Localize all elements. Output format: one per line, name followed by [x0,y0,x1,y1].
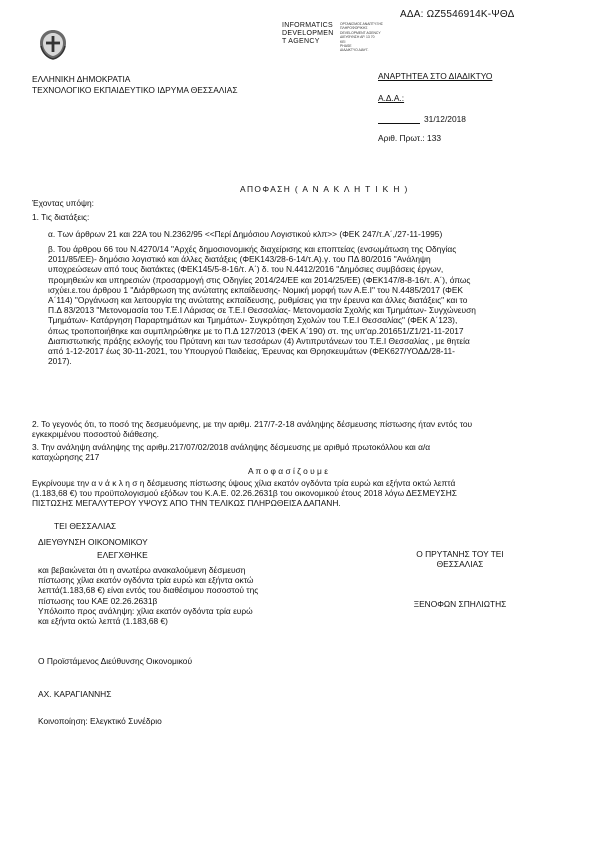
right-signatory [400,549,520,569]
ida-small-6: PHASE [340,44,352,49]
rector-line-1: Ο ΠΡΥΤΑΝΗΣ ΤΟΥ ΤΕΙ [416,549,504,559]
item1b-line-2: 2011/85/ΕΕ)- δημόσιο λογιστικό και άλλες διατάξεις (ΦΕΚ143/28-6-14/τ.Α).γ. του ΠΔ 80/2016 "Ανάληψη [48,254,431,265]
rector-line-2: ΘΕΣΣΑΛΙΑΣ [436,559,484,570]
item1b-line-8: Τμημάτων- Κατάργηση Παραρτημάτων και Τμημάτων- Συγκρότηση Σχολών του Τ.Ε.Ι Θεσσαλίας" (ΦΕΚ Α΄123), [48,315,458,326]
check-text-block [38,565,258,626]
doc-date: 31/12/2018 [424,114,466,124]
check-line-3: λεπτά(1.183,68 €) είναι εντός του διαθέσιμου ποσοστού της [38,585,259,596]
ida-small-7: ΔΙΑΔΙΚΤΥΟ ΔΙΑΥΓ. [340,48,369,53]
item1b-line-5: ισχύει.ε.του άρθρου 1 "Διάρθρωση της ανώτατης εκπαίδευσης- Νομική μορφή των Α.Ε.Ι" του Ν.4485/2017 (ΦΕΚ [48,284,463,295]
ida-line-1: INFORMATICS [282,22,334,29]
checked-label: ΕΛΕΓΧΘΗΚΕ [97,550,148,560]
item1b-line-11: από 1-12-2017 έως 30-11-2021, του Υπουργού Παιδείας, Έρευνας και Θρησκευμάτων (ΦΕΚ627/ΥΟΔΔ/28-11- [48,346,455,357]
post-notice: ΑΝΑΡΤΗΤΕΑ ΣΤΟ ΔΙΑΔΙΚΤΥΟ [378,71,493,81]
item1b-line-4: προμηθειών και υπηρεσιών (προσαρμογή στις Οδηγίες 2014/24/ΕΕ και 2014/25/ΕΕ) (ΦΕΚ147/8-8-16/τ. Α΄), όπως [48,274,471,285]
item1b-line-9: όπως τροποποιήθηκε και συμπληρώθηκε με το Π.Δ 127/2013 (ΦΕΚ Α΄190) στ. της υπ'αρ.201651/Ζ1/21-11-2017 [48,325,464,336]
check-line-2: πίστωσης χίλια εκατόν ογδόντα τρία ευρώ και εξήντα οκτώ [38,575,254,586]
item3-line-1: 3. Την ανάληψη ανάληψης της αριθμ.217/07/02/2018 ανάληψης δέσμευσης με αριθμό πρωτοκόλλου και α/α [32,442,431,452]
org-institution: ΤΕΧΝΟΛΟΓΙΚΟ ΕΚΠΑΙΔΕΥΤΙΚΟ ΙΔΡΥΜΑ ΘΕΣΣΑΛΙΑΣ [32,85,238,95]
date-blank-line [378,115,420,124]
greek-emblem-icon [38,28,68,60]
protocol-number: Αριθ. Πρωτ.: 133 [378,133,442,143]
head-name: ΑΧ. ΚΑΡΑΓΙΑΝΝΗΣ [38,689,112,699]
ida-small-3: DEVELOPMENT AGENCY [340,30,381,35]
item1b-line-1: β. Του άρθρου 66 του Ν.4270/14 "Αρχές δημοσιονομικής διαχείρισης και εποπτείας (ενσωμάτωση της Οδηγίας [48,244,457,254]
item1b-line-3: υποχρεώσεων από τους διατάκτες (ΦΕΚ145/5-8-16/τ. Α΄) δ. του Ν.4412/2016 "Δημόσιες συμβάσεις έργων, [48,264,444,275]
item1b-line-12: 2017). [48,356,72,367]
head-title: Ο Προϊστάμενος Διεύθυνσης Οικονομικού [38,656,193,666]
decision-heading: Α π ο φ α σ ί ζ ο υ μ ε [248,466,328,476]
rector-name: ΞΕΝΟΦΩΝ ΣΠΗΛΙΩΤΗΣ [413,599,507,609]
ida-logo-text [282,22,334,46]
ada-label: Α.Δ.Α.: [378,93,405,103]
ida-small-1: ΟΡΓΑΝΙΣΜΟΣ ΑΝΑΠΤΥΞΗΣ [340,22,384,26]
item3-line-2: καταχώρησης 217 [32,452,100,463]
decision-block [32,478,457,509]
ida-small-4: ΔΙΕΥΘΥΝΣΗ ΑΡ. 13 70 [340,35,375,40]
intro-text: Έχοντας υπόψη: [32,198,94,208]
ida-small-text [340,22,383,53]
item2-line-1: 2. Το γεγονός ότι, το ποσό της δεσμευόμενης, με την αριθμ. 217/7-2-18 ανάληψης δέσμευσης πίστωσης ήταν εντός του [32,419,473,429]
check-line-6: και εξήντα οκτώ λεπτά (1.183,68 €) [38,616,168,627]
ida-line-3: T AGENCY [282,38,320,45]
check-line-5: Υπόλοιπο προς ανάληψη: χίλια εκατόν ογδόντα τρία ευρώ [38,605,253,616]
item1-label: 1. Τις διατάξεις: [32,212,90,222]
item2-line-2: εγκεκριμένου ποσοστού διάθεσης. [32,429,159,440]
item1b-line-10: Διαπιστωτικής πράξης εκλογής του Πρύτανη και των τεσσάρων (4) Αντιπρυτάνεων του Τ.Ε.Ι Θεσσαλίας , με θητεία [48,335,470,346]
ada-code: ΑΔΑ: ΩΖ5546914Κ-ΨΘΔ [400,9,515,20]
check-line-4: πίστωσης του ΚΑΕ 02.26.2631β [38,595,158,606]
org-republic: ΕΛΛΗΝΙΚΗ ΔΗΜΟΚΡΑΤΙΑ [32,74,131,84]
left-org: ΤΕΙ ΘΕΣΣΑΛΙΑΣ [54,521,117,531]
item1b-block [48,244,476,366]
item2-block [32,419,472,439]
left-dept: ΔΙΕΥΘΥΝΣΗ ΟΙΚΟΝΟΜΙΚΟΥ [38,537,148,547]
item1a: α. Των άρθρων 21 και 22Α του Ν.2362/95 <<Περί Δημόσιου Λογιστικού κλπ>> (ΦΕΚ 247/τ.Α΄,/27-11-1995) [48,229,443,239]
ida-line-2: DEVELOPMEN [282,30,334,37]
cc-line: Κοινοποίηση: Ελεγκτικό Συνέδριο [38,716,162,726]
decision-line-1: Εγκρίνουμε την α ν ά κ λ η σ η δέσμευσης πίστωσης ύψους χίλια εκατόν ογδόντα τρία ευρώ και εξήντα οκτώ λεπτά [32,478,456,488]
item3-block [32,442,430,462]
date-row [378,114,466,124]
doc-title: ΑΠΟΦΑΣΗ ( Α Ν Α Κ Λ Η Τ Ι Κ Η ) [240,184,409,194]
decision-line-3: ΠΙΣΤΩΣΗΣ ΜΕΓΑΛΥΤΕΡΟΥ ΥΨΟΥΣ ΑΠΟ ΤΗΝ ΤΕΛΙΚΩΣ ΠΛΗΡΩΘΕΙΣΑ ΔΑΠΑΝΗ. [32,498,341,509]
decision-line-2: (1.183,68 €) του προϋπολογισμού εξόδων του Κ.Α.Ε. 02.26.2631β του οικονομικού έτους 2018 λόγω ΔΕΣΜΕΥΣΗΣ [32,488,457,499]
item1b-line-7: Π.Δ 83/2013 "Μετονομασία του Τ.Ε.Ι Λάρισας σε Τ.Ε.Ι Θεσσαλίας- Μετονομασία Σχολής και Τμημάτων- Συγχώνευση [48,305,476,316]
item1b-line-6: Α΄114) "Οργάνωση και λειτουργία της ανώτατης εκπαίδευσης, ρυθμίσεις για την έρευνα και άλλες διατάξεις" και το [48,295,468,306]
ida-small-5: ΚΕΙ [340,39,346,44]
ida-small-2: ΠΛΗΡΟΦΟΡΙΚΗΣ [340,26,368,31]
check-line-1: και βεβαιώνεται ότι η ανωτέρω ανακαλούμενη δέσμευση [38,565,246,575]
